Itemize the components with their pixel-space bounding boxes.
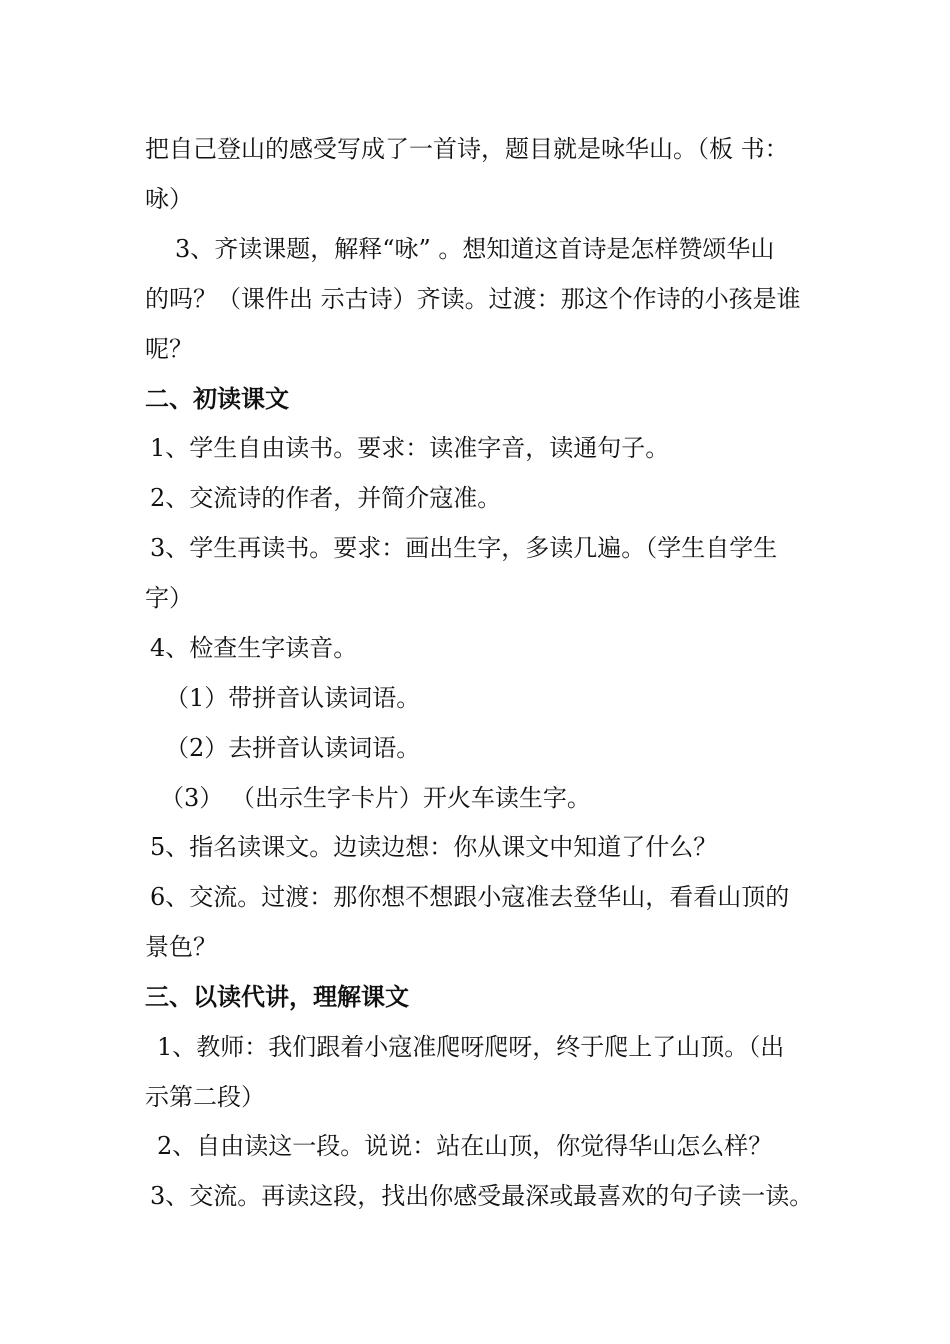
list-item: 1、学生自由读书。要求：读准字音，读通句子。 bbox=[150, 434, 670, 462]
sub-list-item: （1）带拼音认读词语。 bbox=[165, 684, 421, 712]
sub-list-item: （2）去拼音认读词语。 bbox=[165, 734, 421, 762]
paragraph-line: 示第二段） bbox=[145, 1083, 265, 1111]
paragraph-line: 咏） bbox=[145, 185, 193, 213]
list-item: 2、自由读这一段。说说：站在山顶，你觉得华山怎么样？ bbox=[157, 1132, 773, 1160]
sub-list-item: （3） （出示生字卡片）开火车读生字。 bbox=[160, 784, 591, 812]
section-heading: 三、以读代讲，理解课文 bbox=[145, 982, 409, 1011]
paragraph-line: 呢？ bbox=[145, 335, 193, 363]
section-heading: 二、初读课文 bbox=[145, 384, 289, 413]
list-item: 6、交流。过渡：那你想不想跟小寇准去登华山，看看山顶的 bbox=[150, 883, 790, 911]
paragraph-line: 的吗？（课件出 示古诗）齐读。过渡：那这个作诗的小孩是谁 bbox=[145, 285, 801, 313]
list-item: 3、学生再读书。要求：画出生字，多读几遍。（学生自学生 bbox=[150, 534, 778, 562]
list-item: 5、指名读课文。边读边想：你从课文中知道了什么？ bbox=[150, 833, 718, 861]
list-item: 3、交流。再读这段，找出你感受最深或最喜欢的句子读一读。 bbox=[150, 1182, 814, 1210]
list-item: 4、检查生字读音。 bbox=[150, 634, 358, 662]
paragraph-line: 景色？ bbox=[145, 933, 217, 961]
paragraph-line: 字） bbox=[145, 584, 193, 612]
paragraph-line: 3、齐读课题，解释“咏” 。想知道这首诗是怎样赞颂华山 bbox=[175, 235, 775, 263]
list-item: 2、交流诗的作者，并简介寇准。 bbox=[150, 484, 502, 512]
list-item: 1、教师：我们跟着小寇准爬呀爬呀，终于爬上了山顶。（出 bbox=[157, 1033, 785, 1061]
paragraph-line: 把自己登山的感受写成了一首诗，题目就是咏华山。（板 书： bbox=[145, 135, 789, 163]
